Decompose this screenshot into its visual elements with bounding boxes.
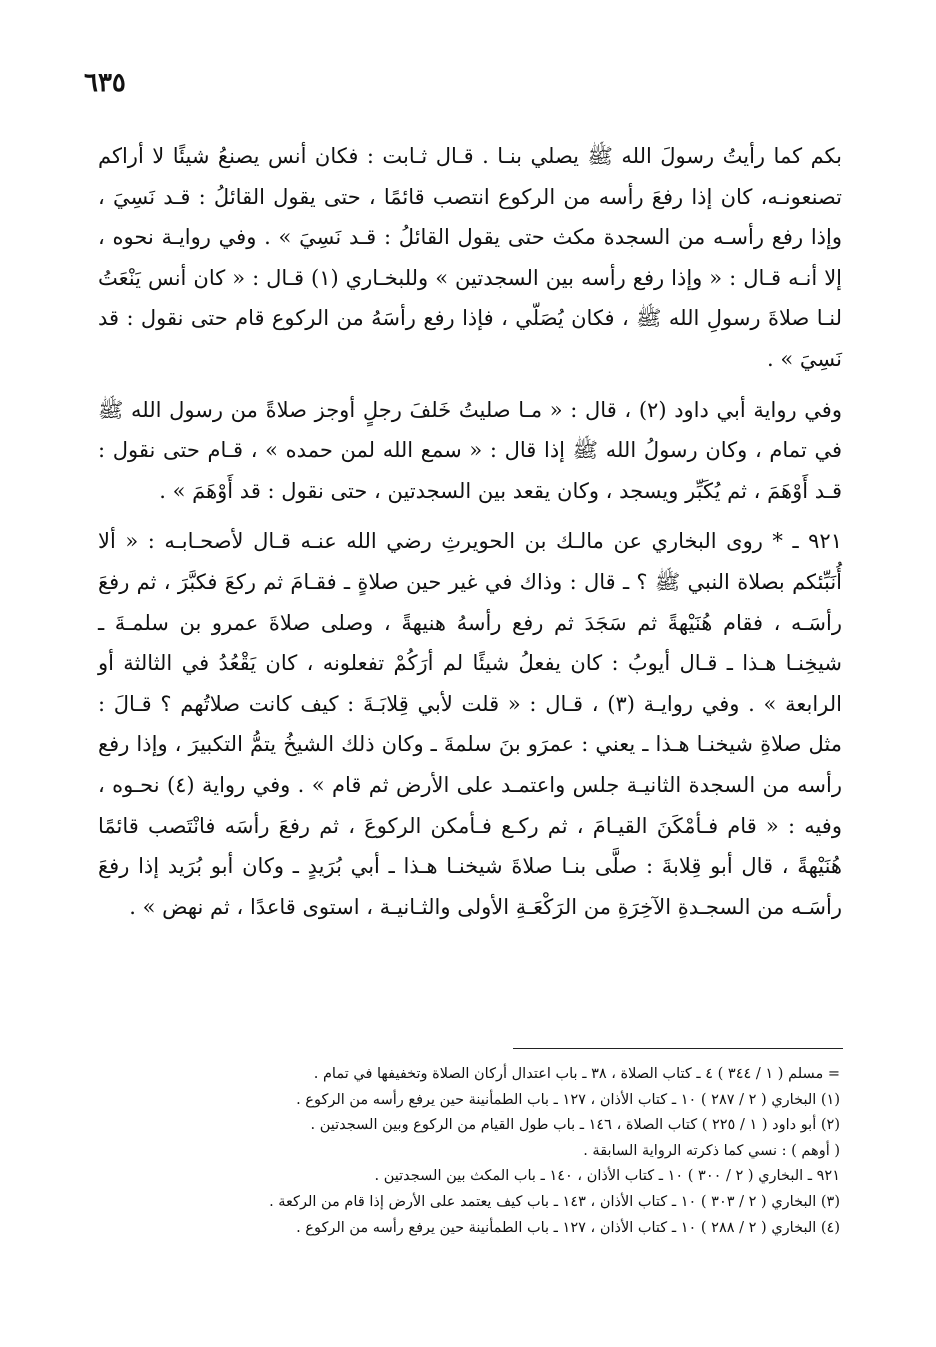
footnote-1: (١) البخاري ( ٢ / ٢٨٧ ) ١٠ ـ كتاب الأذان ، ١٢٧ ـ باب الطمأنينة حين يرفع رأسه من الركوع .: [296, 1091, 840, 1108]
footnotes: [150, 1062, 840, 1241]
footnote-2: (٢) أبو داود ( ١ / ٢٢٥ ) كتاب الصلاة ، ١٤٦ ـ باب طول القيام من الركوع وبين السجدتين .: [310, 1117, 840, 1134]
paragraph-anas-hadith: بكم كما رأيتُ رسولَ الله ﷺ يصلي بنـا . قـال ثـابت : فكان أنس يصنعُ شيئًا لا أراكم تصنعونـه، كان إذا رفعَ رأسه من الركوع انتصب قائمًا ، حتى يقول القائلُ : قـد نَسِيَ ، وإذا رفع رأسـه من السجدة مكث حتى يقول القائلُ : قـد نَسِيَ » . وفي روايـة نحوه ، إلا أنـه قـال : « وإذا رفع رأسه بين السجدتين » وللبخـاري (١) قـال : « كان أنس يَنْعَتُ لنـا صلاةَ رسولِ الله ﷺ ، فكان يُصَلّي ، فإذا رفع رأسَهُ من الركوع قام حتى نقول : قد نَسِيَ » .: [98, 144, 843, 371]
footnote-4: (٤) البخاري ( ٢ / ٢٨٨ ) ١٠ ـ كتاب الأذان ، ١٢٧ ـ باب الطمأنينة حين يرفع رأسه من الركوع .: [296, 1219, 840, 1236]
paragraph-hadith-921: ٩٢١ ـ * روى البخاري عن مالـك بن الحويرثِ رضي الله عنـه قـال لأصحـابـه : « ألا أُنَبِّئكم بصلاة النبي ﷺ ؟ ـ قال : وذاك في غير حين صلاةٍ ـ فقـامَ ثم ركعَ فكبَّرَ ، ثم رفعَ رأسَـه ، فقام هُنَيْهةً ثم سَجَدَ ثم رفع رأسهُ هنيهةً ، وصلى صلاةَ عمرو بن سلمـةَ ـ شيخِنـا هـذا ـ قـال أيوبُ : كان يفعلُ شيئًا لم أرَكُمْ تفعلونه ، كان يَقْعُدُ في الثالثة أو الرابعة » . وفي روايـة (٣) ، قـال : « قلت لأبي قِلابَـةَ : كيف كانت صلاتُهم ؟ قـالَ : مثل صلاةِ شيخنـا هـذا ـ يعني : عمرَو بنَ سلمةَ ـ وكان ذلك الشيخُ يتمُّ التكبيرَ ، وإذا رفع رأسه من السجدة الثانيـة جلس واعتمـد على الأرض ثم قام » . وفي رواية (٤) نحـوه ، وفيه : « قام فـأمْكَنَ القيـامَ ، ثم ركـع فـأمكن الركوعَ ، ثم رفعَ رأسَه فانْتَصب قائمًا هُنَيْهةً ، قال أبو قِلابةَ : صلَّى بنـا صلاةَ شيخنـا هـذا ـ أبي بُرَيدٍ ـ وكان أبو بُرَيد إذا رفعَ رأسَـه من السجـدةِ الآخِرَةِ من الرَكْعَـةِ الأولى والثـانيـة ، استوى قاعدًا ، ثم نهض » .: [98, 529, 842, 919]
page-number: ٦٣٥: [84, 68, 126, 98]
main-text: [98, 136, 842, 927]
footnote-continued-muslim: = مسلم ( ١ / ٣٤٤ ) ٤ ـ كتاب الصلاة ، ٣٨ ـ باب اعتدال أركان الصلاة وتخفيفها في تمام .: [313, 1066, 840, 1082]
paragraph-abu-dawud: وفي رواية أبي داود (٢) ، قال : « مـا صليتُ خَلفَ رجلٍ أوجز صلاةً من رسول الله ﷺ في تمام ، وكان رسولُ الله ﷺ إذا قال : « سمع الله لمن حمده » ، قـام حتى نقول : قـد أَوْهَمَ ، ثم يُكَبِّر ويسجد ، وكان يقعد بين السجدتين ، حتى نقول : قد أَوْهَمَ » .: [98, 397, 842, 503]
footnote-separator: [513, 1048, 843, 1049]
footnote-921: ٩٢١ ـ البخاري ( ٢ / ٣٠٠ ) ١٠ ـ كتاب الأذان ، ١٤٠ ـ باب المكث بين السجدتين .: [374, 1168, 840, 1185]
footnote-awham-gloss: ( أوهم ) : نسي كما ذكرته الرواية السابقة .: [583, 1142, 840, 1159]
footnote-3: (٣) البخاري ( ٢ / ٣٠٣ ) ١٠ ـ كتاب الأذان ، ١٤٣ ـ باب كيف يعتمد على الأرض إذا قام من الركعة .: [269, 1193, 840, 1210]
